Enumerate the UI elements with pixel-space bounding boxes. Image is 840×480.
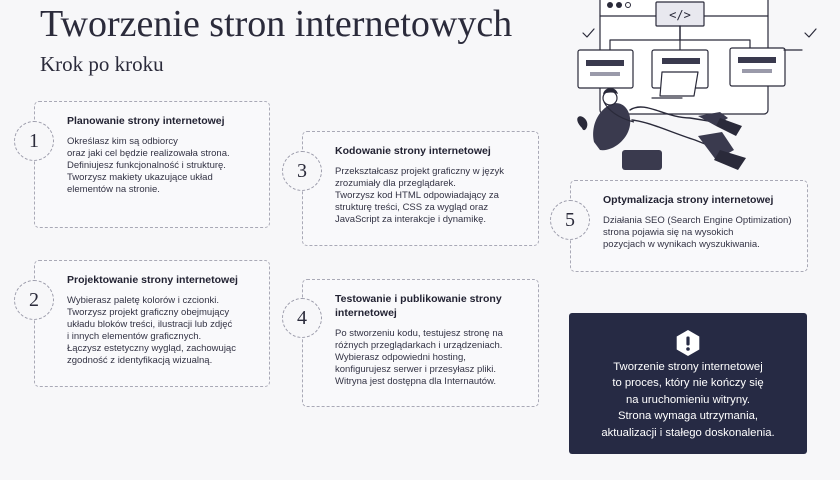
step-card-1 (34, 101, 270, 228)
step-number-badge: 1 (14, 121, 54, 161)
step-number-badge: 5 (550, 200, 590, 240)
step-title: Planowanie strony internetowej (67, 115, 225, 127)
step-text: Określasz kim są odbiorcy oraz jaki cel będzie realizowała strona. Definiujesz funkcjonalność i strukturę. Tworzysz makiety ukazujące układ elementów na stronie. (67, 136, 230, 195)
page-subtitle: Krok po kroku (40, 52, 164, 76)
step-title: Testowanie i publikowanie strony internetowej (335, 293, 502, 320)
step-card-5 (570, 180, 808, 272)
step-text: Po stworzeniu kodu, testujesz stronę na różnych przeglądarkach i urządzeniach. Wybierasz odpowiedni hosting, konfigurujesz serwer i przesyłasz pliki. Witryna jest dostępna dla Internautów. (335, 328, 503, 387)
window-dot-icon (607, 2, 613, 8)
step-number-badge: 3 (282, 151, 322, 191)
web-development-illustration (570, 0, 840, 175)
step-number-badge: 2 (14, 280, 54, 320)
step-text: Działania SEO (Search Engine Optimization) strona pojawia się na wysokich pozycjach w wynikach wyszukiwania. (603, 215, 792, 250)
step-text: Przekształcasz projekt graficzny w język zrozumiały dla przeglądarek. Tworzysz kod HTML odpowiadający za strukturę treści, CSS za wygląd oraz JavaScript za interakcje i dynamikę. (335, 166, 504, 225)
step-title: Projektowanie strony internetowej (67, 274, 238, 286)
step-number-badge: 4 (282, 298, 322, 338)
code-symbol-icon: </> (669, 8, 691, 22)
step-card-3 (302, 131, 539, 246)
info-note (569, 313, 807, 454)
step-text: Wybierasz paletę kolorów i czcionki. Tworzysz projekt graficzny obejmujący układu bloków treści, ilustracji lub zdjęć i innych elementów graficznych. Łączysz estetyczny wygląd, zachowując zgodność z identyfikacją wizualną. (67, 295, 236, 366)
warning-icon (674, 329, 702, 357)
note-text: Tworzenie strony internetowej to proces, który nie kończy się na uruchomieniu witryny. Strona wymaga utrzymania, aktualizacji i stałego doskonalenia. (601, 361, 775, 439)
step-title: Optymalizacja strony internetowej (603, 194, 774, 206)
step-card-2 (34, 260, 270, 387)
step-card-4 (302, 279, 539, 407)
page-title: Tworzenie stron internetowych (40, 3, 513, 45)
step-title: Kodowanie strony internetowej (335, 145, 491, 157)
